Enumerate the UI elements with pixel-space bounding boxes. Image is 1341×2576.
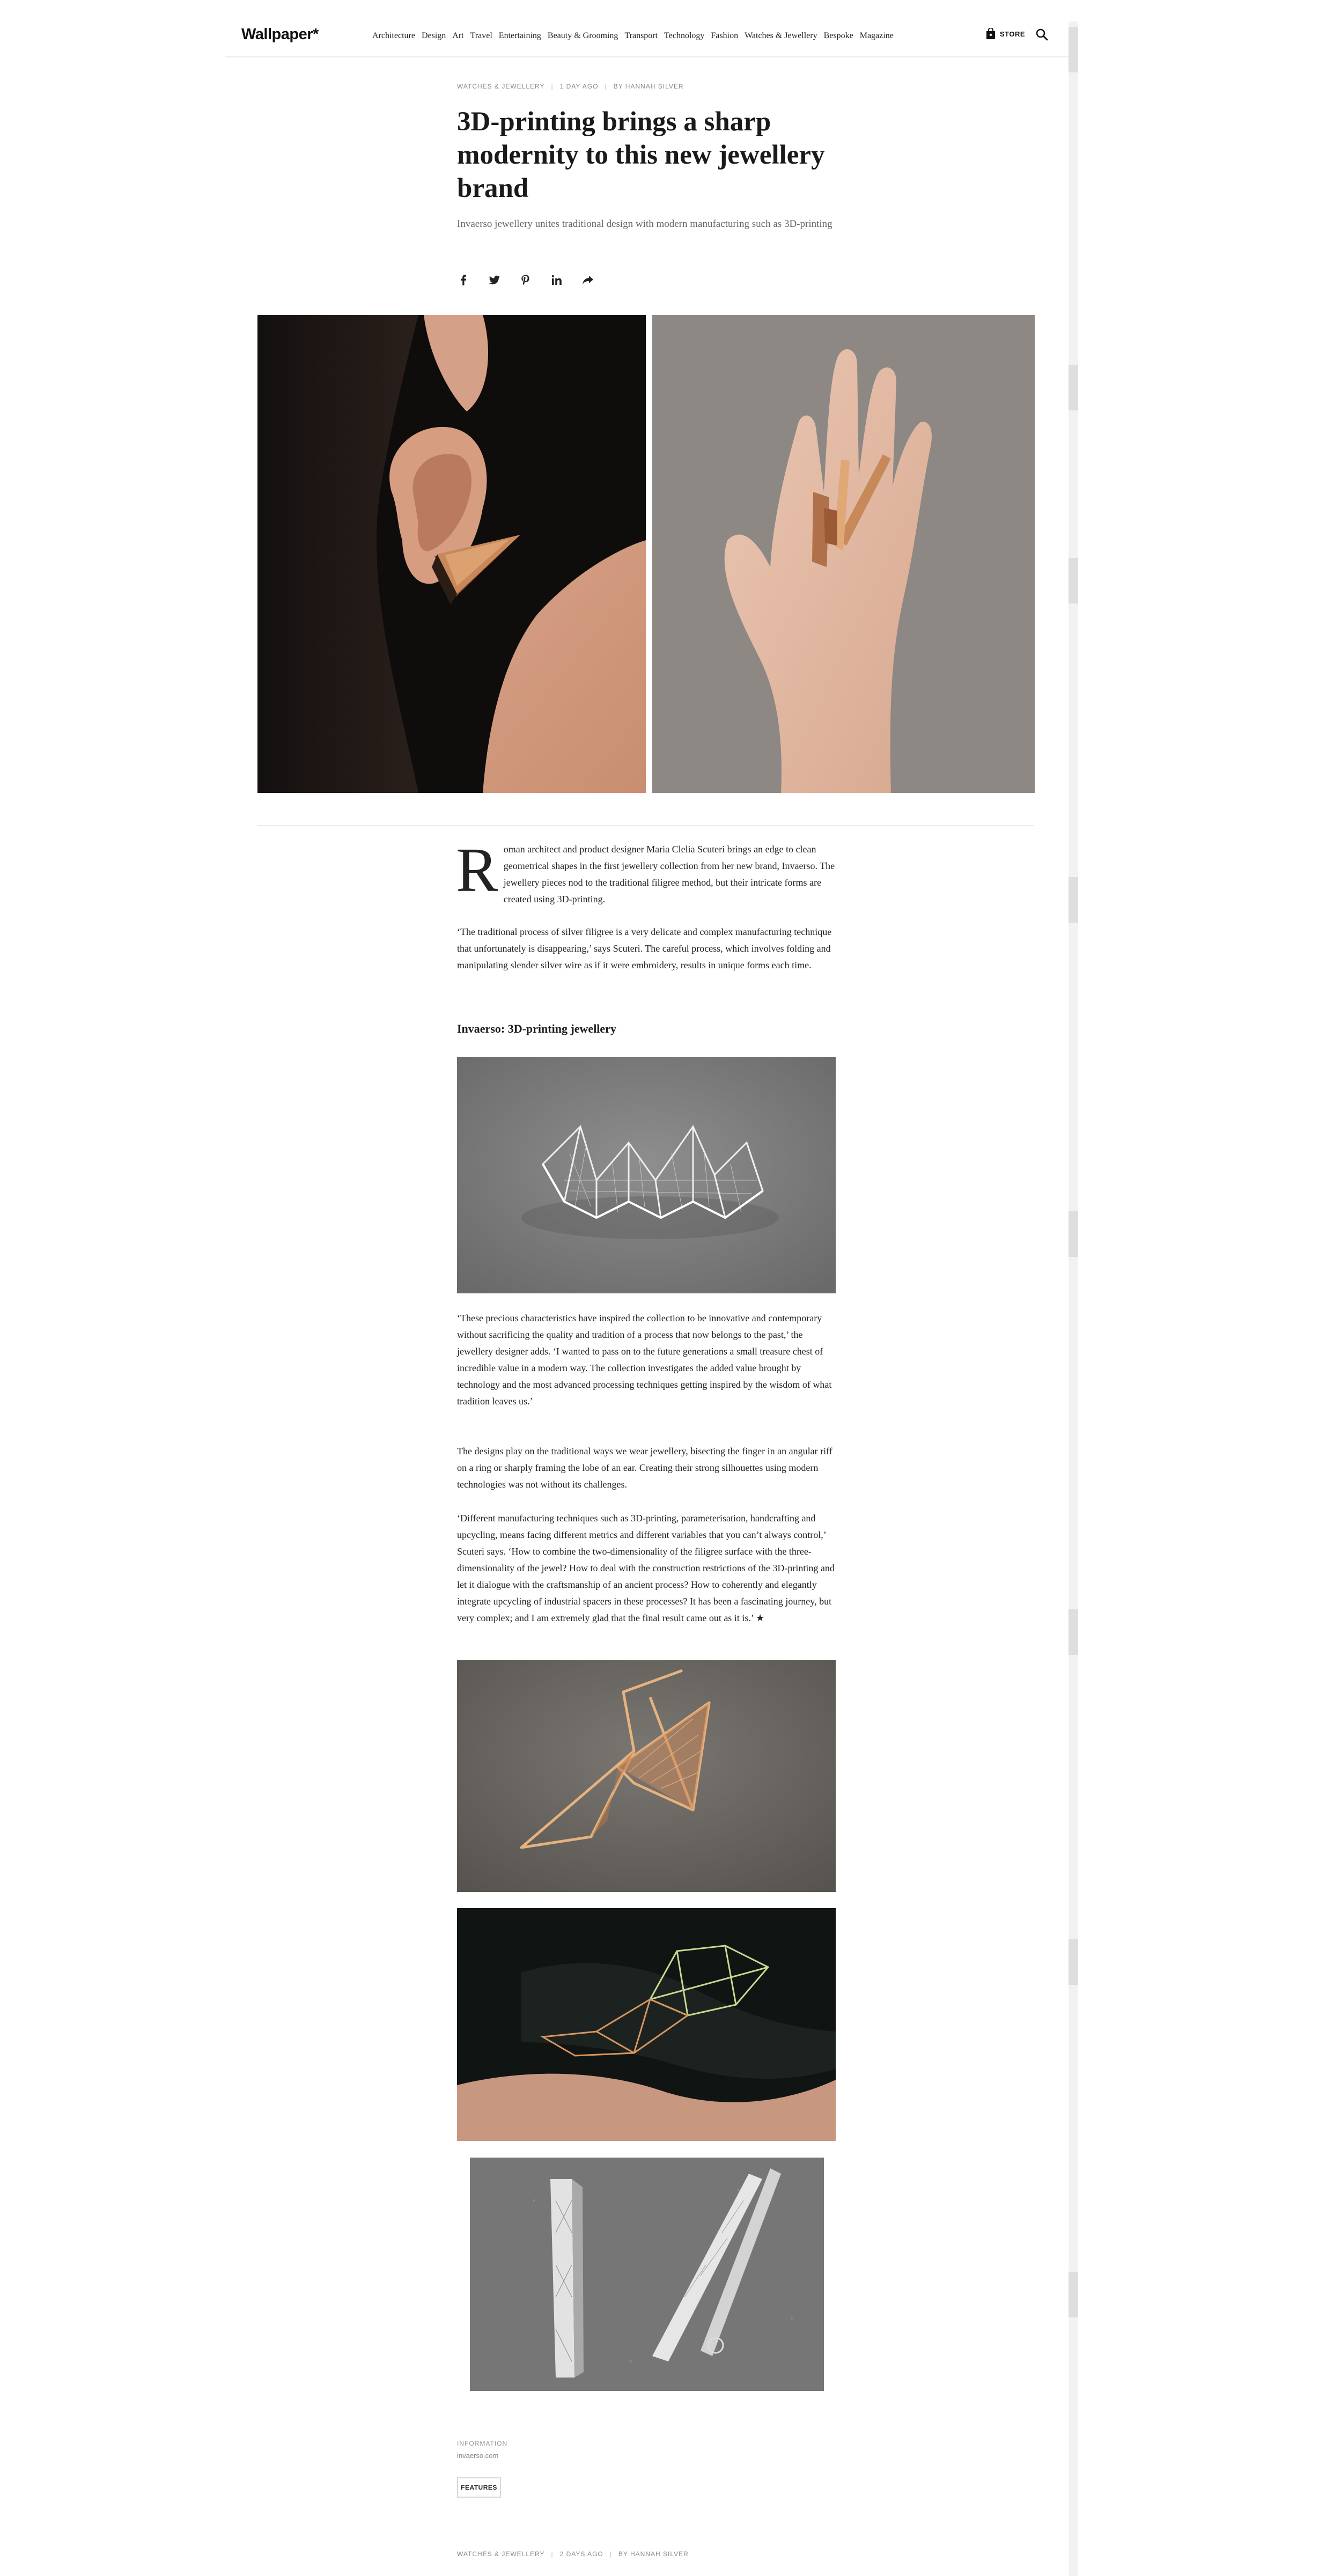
article-meta-top [457,83,684,90]
gallery-image-gold-earrings[interactable] [457,1660,836,1892]
scroll-mark [1069,2272,1078,2317]
gallery-image-silver-cuff[interactable] [457,1057,836,1293]
meta-category[interactable]: WATCHES & JEWELLERY [457,83,545,90]
hero-image-earring [257,315,646,793]
share-twitter-button[interactable] [488,274,501,286]
nav-item-technology[interactable]: Technology [664,31,705,40]
meta-date: 2 DAYS AGO [559,2550,603,2558]
section-divider [257,825,1034,826]
nav-item-entertaining[interactable]: Entertaining [498,31,541,40]
share-forward-button[interactable] [581,274,594,286]
share-arrow-icon [581,274,594,286]
nav-item-beauty-grooming[interactable]: Beauty & Grooming [547,31,618,40]
scroll-mark [1069,558,1078,603]
article-meta-bottom [457,2550,689,2558]
store-label: STORE [1000,30,1026,38]
store-button[interactable] [985,28,1025,40]
gallery-image-silver-bars[interactable] [470,2158,824,2391]
meta-category[interactable]: WATCHES & JEWELLERY [457,2550,545,2558]
article-paragraph-5 [457,1510,837,1626]
paragraph-text: ‘Different manufacturing techniques such as 3D-printing, parameterisation, handcrafting and upcycling, means facing different metrics and different variables that you can’t always control,’ Scuteri says. ‘How to combine the two-dimensionality of the filigree surface with the three-dimensionality of the jewel? How to deal with the construction restrictions of the 3D-printing and let it dialogue with the craftsmanship of an ancient process? How to coherently and elegantly integrate upcycling of industrial spacers in these processes? It has been a fascinating journey, but very complex; and I am extremely glad that the final result came out as it is.’ [457,1513,835,1623]
share-pinterest-button[interactable] [519,274,532,286]
scroll-mark [1069,877,1078,923]
linkedin-icon [550,274,563,286]
scroll-mark [1069,365,1078,410]
site-header [225,16,1069,57]
article-paragraph-2: ‘The traditional process of silver filigree is a very delicate and complex manufacturing technique that unfortunately is disappearing,’ says Scuteri. The careful process, which involves folding and manipulating slender silver wire as if it were embroidery, results in unique forms each time. [457,926,832,970]
shopping-bag-icon [985,28,996,40]
meta-separator: | [609,2550,612,2558]
nav-item-fashion[interactable]: Fashion [711,31,739,40]
article-paragraph-3: ‘These precious characteristics have inspired the collection to be innovative and contemporary without sacrificing the quality and tradition of a process that now belongs to the past,’ the jewellery designer adds. ‘I wanted to pass on to the future generations a small treasure chest of incredible value in a modern way. The collection investigates the added value brought by technology and the most advanced processing techniques getting inspired by the wisdom of what tradition leaves us.’ [457,1313,832,1407]
scroll-thumb[interactable] [1069,27,1078,72]
gallery-image-necklace[interactable] [457,1908,836,2141]
facebook-icon [457,274,470,286]
hero-image-ring [652,315,1035,793]
share-facebook-button[interactable] [457,274,470,286]
end-mark-icon: ★ [755,1613,765,1623]
paragraph-text: oman architect and product designer Maria Clelia Scuteri brings an edge to clean geometrical shapes in the first jewellery collection from her new brand, Invaerso. The jewellery pieces nod to the traditional filigree method, but their intricate forms are created using 3D-printing. [503,844,835,904]
twitter-icon [488,274,501,286]
nav-item-design[interactable]: Design [421,31,446,40]
nav-item-art[interactable]: Art [452,31,464,40]
tag-features-button[interactable]: FEATURES [457,2477,501,2498]
meta-separator: | [551,83,554,90]
meta-date: 1 DAY AGO [559,83,599,90]
scrollbar[interactable] [1069,21,1078,2576]
search-icon[interactable] [1035,28,1048,41]
gallery-heading: Invaerso: 3D-printing jewellery [457,1022,616,1035]
meta-author[interactable]: BY HANNAH SILVER [618,2550,689,2558]
information-link[interactable]: invaerso.com [457,2452,499,2460]
article-paragraph-1 [456,835,837,908]
scroll-mark [1069,1939,1078,1985]
site-logo[interactable]: Wallpaper* [241,26,319,43]
nav-item-architecture[interactable]: Architecture [372,31,415,40]
meta-author[interactable]: BY HANNAH SILVER [613,83,684,90]
drop-cap: R [456,835,498,905]
nav-item-transport[interactable]: Transport [624,31,658,40]
nav-item-magazine[interactable]: Magazine [859,31,894,40]
scroll-mark [1069,1211,1078,1257]
share-bar [457,274,594,286]
pinterest-icon [519,274,532,286]
main-nav [372,31,894,41]
article-subtitle: Invaerso jewellery unites traditional design with modern manufacturing such as 3D-printing [457,218,832,230]
scroll-mark [1069,1609,1078,1655]
information-label: INFORMATION [457,2440,508,2447]
meta-separator: | [605,83,607,90]
meta-separator: | [551,2550,554,2558]
article-paragraph-4: The designs play on the traditional ways we wear jewellery, bisecting the finger in an angular riff on a ring or sharply framing the lobe of an ear. Creating their strong silhouettes using modern technologies was not without its challenges. [457,1446,832,1490]
share-linkedin-button[interactable] [550,274,563,286]
article-title: 3D-printing brings a sharp modernity to this new jewellery brand [457,107,825,203]
nav-item-bespoke[interactable]: Bespoke [823,31,853,40]
nav-item-travel[interactable]: Travel [470,31,492,40]
nav-item-watches-jewellery[interactable]: Watches & Jewellery [745,31,817,40]
